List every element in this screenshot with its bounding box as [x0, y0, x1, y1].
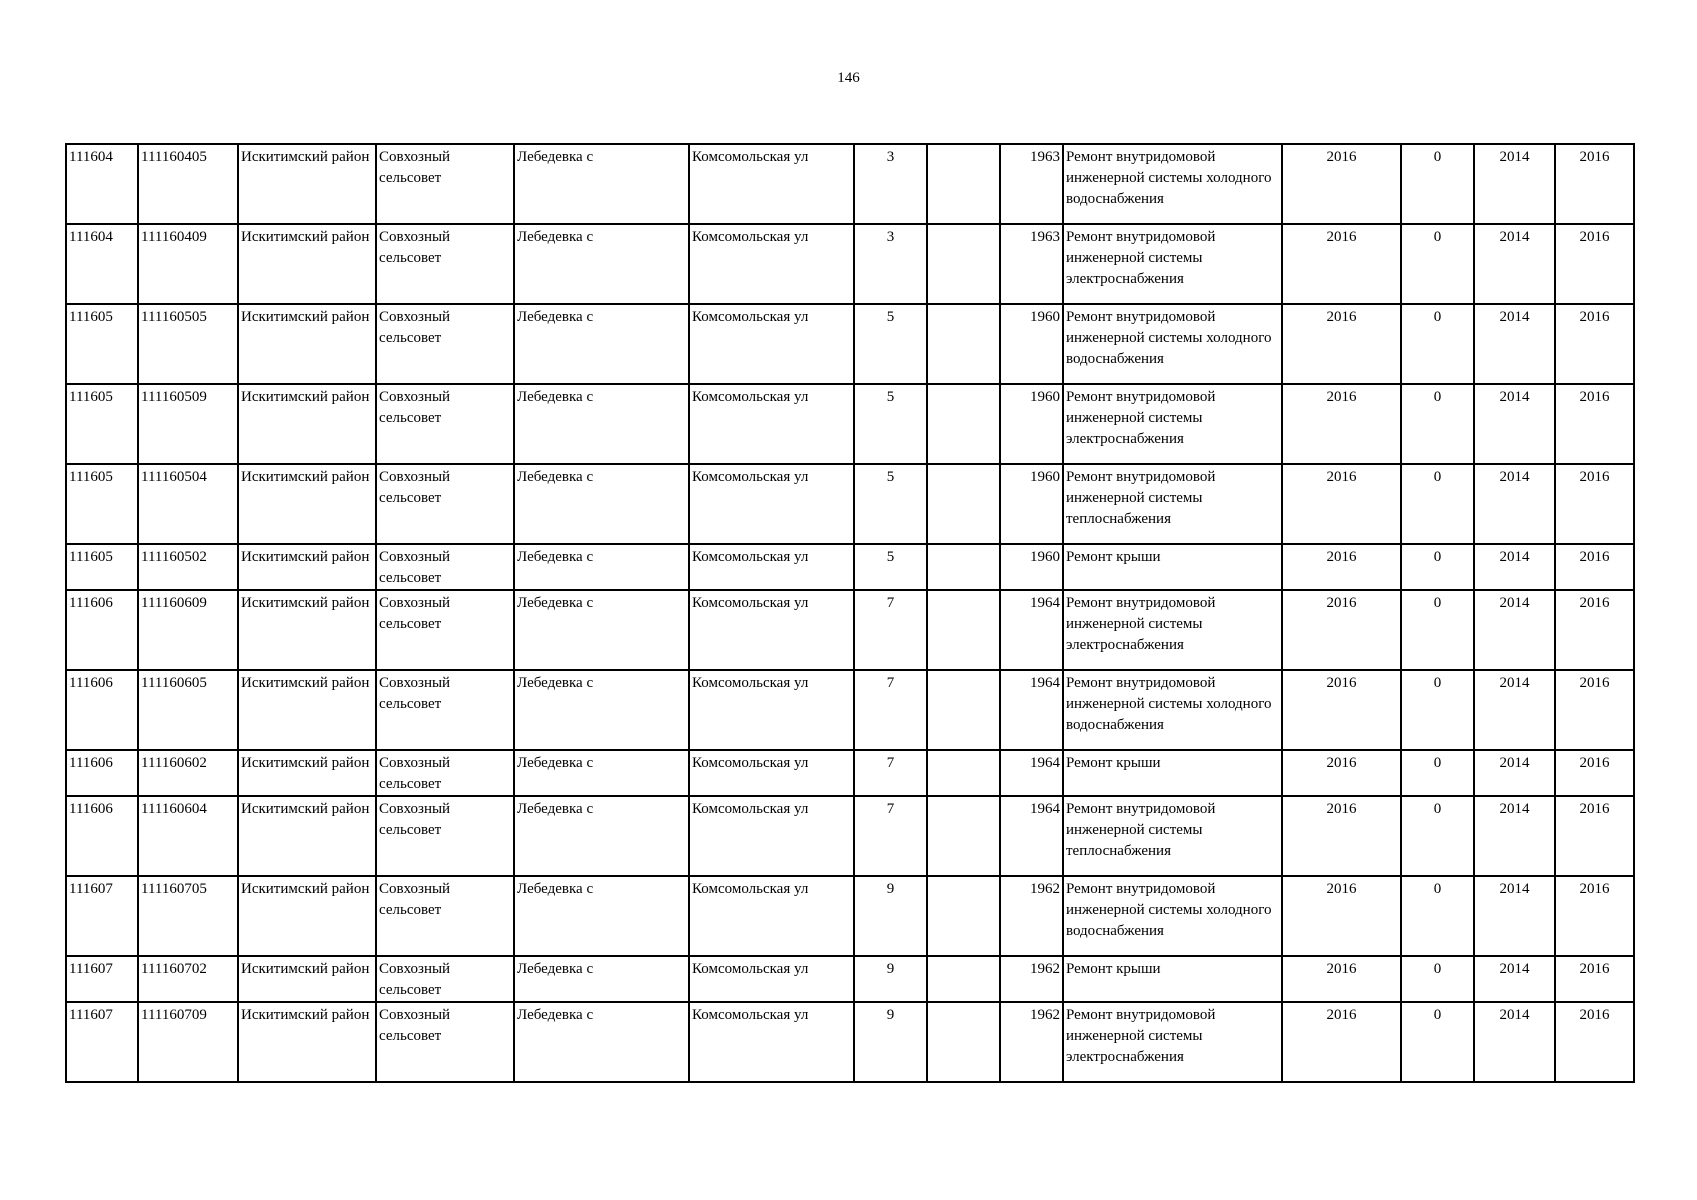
cell-building [927, 670, 1000, 750]
table-row [66, 750, 1634, 796]
cell-work-code: 111160604 [138, 796, 238, 876]
cell-work-type: Ремонт внутридомовой инженерной системы холодного водоснабжения [1063, 304, 1282, 384]
cell-district: Искитимский район [238, 796, 376, 876]
cell-period-end: 2016 [1555, 464, 1634, 544]
cell-district: Искитимский район [238, 956, 376, 1002]
cell-settlement: Лебедевка с [514, 590, 689, 670]
cell-plan-year: 2016 [1282, 670, 1401, 750]
cell-work-code: 111160504 [138, 464, 238, 544]
cell-zero-value: 0 [1401, 384, 1474, 464]
cell-zero-value: 0 [1401, 956, 1474, 1002]
cell-house-code: 111605 [66, 384, 138, 464]
cell-build-year: 1960 [1000, 464, 1063, 544]
cell-municipality: Совхозный сельсовет [376, 464, 514, 544]
cell-zero-value: 0 [1401, 796, 1474, 876]
cell-district: Искитимский район [238, 670, 376, 750]
cell-house-number: 9 [854, 956, 927, 1002]
cell-street: Комсомольская ул [689, 590, 854, 670]
cell-work-code: 111160505 [138, 304, 238, 384]
cell-building [927, 590, 1000, 670]
cell-zero-value: 0 [1401, 876, 1474, 956]
cell-building [927, 224, 1000, 304]
cell-house-code: 111605 [66, 304, 138, 384]
cell-zero-value: 0 [1401, 224, 1474, 304]
cell-period-start: 2014 [1474, 590, 1555, 670]
table-row [66, 590, 1634, 670]
cell-district: Искитимский район [238, 876, 376, 956]
cell-municipality: Совхозный сельсовет [376, 304, 514, 384]
cell-period-start: 2014 [1474, 224, 1555, 304]
registry-body [66, 144, 1634, 1082]
cell-settlement: Лебедевка с [514, 224, 689, 304]
cell-street: Комсомольская ул [689, 384, 854, 464]
table-row [66, 544, 1634, 590]
table-row [66, 304, 1634, 384]
cell-period-end: 2016 [1555, 750, 1634, 796]
cell-period-end: 2016 [1555, 670, 1634, 750]
cell-period-end: 2016 [1555, 304, 1634, 384]
cell-house-number: 7 [854, 590, 927, 670]
cell-house-code: 111606 [66, 750, 138, 796]
cell-settlement: Лебедевка с [514, 670, 689, 750]
cell-period-end: 2016 [1555, 876, 1634, 956]
cell-municipality: Совхозный сельсовет [376, 144, 514, 224]
cell-work-code: 111160602 [138, 750, 238, 796]
cell-plan-year: 2016 [1282, 384, 1401, 464]
cell-municipality: Совхозный сельсовет [376, 1002, 514, 1082]
cell-municipality: Совхозный сельсовет [376, 544, 514, 590]
cell-district: Искитимский район [238, 384, 376, 464]
cell-settlement: Лебедевка с [514, 876, 689, 956]
cell-period-start: 2014 [1474, 670, 1555, 750]
cell-building [927, 750, 1000, 796]
cell-plan-year: 2016 [1282, 590, 1401, 670]
cell-house-code: 111607 [66, 876, 138, 956]
cell-period-end: 2016 [1555, 544, 1634, 590]
cell-zero-value: 0 [1401, 750, 1474, 796]
cell-house-number: 7 [854, 750, 927, 796]
cell-work-type: Ремонт внутридомовой инженерной системы электроснабжения [1063, 1002, 1282, 1082]
cell-work-code: 111160609 [138, 590, 238, 670]
cell-build-year: 1964 [1000, 670, 1063, 750]
cell-municipality: Совхозный сельсовет [376, 796, 514, 876]
cell-build-year: 1964 [1000, 750, 1063, 796]
cell-municipality: Совхозный сельсовет [376, 670, 514, 750]
cell-municipality: Совхозный сельсовет [376, 224, 514, 304]
cell-period-start: 2014 [1474, 384, 1555, 464]
cell-building [927, 796, 1000, 876]
cell-building [927, 144, 1000, 224]
cell-house-number: 7 [854, 796, 927, 876]
cell-settlement: Лебедевка с [514, 956, 689, 1002]
cell-period-start: 2014 [1474, 544, 1555, 590]
cell-zero-value: 0 [1401, 464, 1474, 544]
cell-build-year: 1963 [1000, 144, 1063, 224]
cell-plan-year: 2016 [1282, 224, 1401, 304]
cell-house-code: 111604 [66, 224, 138, 304]
cell-period-end: 2016 [1555, 590, 1634, 670]
table-row [66, 1002, 1634, 1082]
cell-period-end: 2016 [1555, 1002, 1634, 1082]
cell-district: Искитимский район [238, 544, 376, 590]
repair-registry-table [65, 143, 1635, 1083]
cell-work-code: 111160409 [138, 224, 238, 304]
cell-work-type: Ремонт внутридомовой инженерной системы холодного водоснабжения [1063, 144, 1282, 224]
cell-plan-year: 2016 [1282, 796, 1401, 876]
cell-house-code: 111604 [66, 144, 138, 224]
cell-street: Комсомольская ул [689, 544, 854, 590]
cell-district: Искитимский район [238, 750, 376, 796]
cell-house-code: 111606 [66, 796, 138, 876]
cell-district: Искитимский район [238, 1002, 376, 1082]
cell-settlement: Лебедевка с [514, 144, 689, 224]
cell-period-start: 2014 [1474, 796, 1555, 876]
cell-period-end: 2016 [1555, 956, 1634, 1002]
cell-street: Комсомольская ул [689, 1002, 854, 1082]
cell-zero-value: 0 [1401, 590, 1474, 670]
cell-municipality: Совхозный сельсовет [376, 384, 514, 464]
cell-work-type: Ремонт крыши [1063, 956, 1282, 1002]
cell-settlement: Лебедевка с [514, 304, 689, 384]
cell-build-year: 1960 [1000, 384, 1063, 464]
cell-zero-value: 0 [1401, 670, 1474, 750]
cell-build-year: 1962 [1000, 956, 1063, 1002]
cell-work-code: 111160705 [138, 876, 238, 956]
cell-work-type: Ремонт крыши [1063, 750, 1282, 796]
cell-settlement: Лебедевка с [514, 384, 689, 464]
cell-period-start: 2014 [1474, 144, 1555, 224]
cell-district: Искитимский район [238, 224, 376, 304]
cell-work-code: 111160709 [138, 1002, 238, 1082]
cell-build-year: 1962 [1000, 1002, 1063, 1082]
cell-district: Искитимский район [238, 464, 376, 544]
table-row [66, 670, 1634, 750]
cell-building [927, 876, 1000, 956]
cell-house-number: 3 [854, 144, 927, 224]
table-row [66, 224, 1634, 304]
cell-period-end: 2016 [1555, 224, 1634, 304]
cell-district: Искитимский район [238, 304, 376, 384]
cell-house-number: 5 [854, 544, 927, 590]
cell-district: Искитимский район [238, 590, 376, 670]
table-row [66, 956, 1634, 1002]
cell-house-code: 111605 [66, 464, 138, 544]
cell-street: Комсомольская ул [689, 304, 854, 384]
cell-street: Комсомольская ул [689, 750, 854, 796]
page-number: 146 [837, 70, 860, 86]
cell-work-type: Ремонт крыши [1063, 544, 1282, 590]
cell-building [927, 1002, 1000, 1082]
cell-build-year: 1964 [1000, 590, 1063, 670]
table-row [66, 464, 1634, 544]
cell-house-code: 111605 [66, 544, 138, 590]
cell-building [927, 464, 1000, 544]
cell-work-code: 111160702 [138, 956, 238, 1002]
cell-building [927, 544, 1000, 590]
cell-house-number: 9 [854, 876, 927, 956]
cell-work-type: Ремонт внутридомовой инженерной системы холодного водоснабжения [1063, 670, 1282, 750]
cell-house-code: 111607 [66, 956, 138, 1002]
cell-house-number: 5 [854, 464, 927, 544]
cell-work-code: 111160502 [138, 544, 238, 590]
cell-work-type: Ремонт внутридомовой инженерной системы электроснабжения [1063, 224, 1282, 304]
cell-work-type: Ремонт внутридомовой инженерной системы электроснабжения [1063, 590, 1282, 670]
cell-street: Комсомольская ул [689, 956, 854, 1002]
cell-work-type: Ремонт внутридомовой инженерной системы холодного водоснабжения [1063, 876, 1282, 956]
table-row [66, 384, 1634, 464]
cell-house-number: 9 [854, 1002, 927, 1082]
cell-build-year: 1960 [1000, 544, 1063, 590]
cell-work-type: Ремонт внутридомовой инженерной системы электроснабжения [1063, 384, 1282, 464]
cell-period-start: 2014 [1474, 956, 1555, 1002]
cell-plan-year: 2016 [1282, 1002, 1401, 1082]
cell-street: Комсомольская ул [689, 144, 854, 224]
cell-period-start: 2014 [1474, 1002, 1555, 1082]
cell-house-number: 7 [854, 670, 927, 750]
cell-plan-year: 2016 [1282, 544, 1401, 590]
cell-house-number: 3 [854, 224, 927, 304]
cell-settlement: Лебедевка с [514, 1002, 689, 1082]
table-row [66, 876, 1634, 956]
cell-zero-value: 0 [1401, 1002, 1474, 1082]
cell-zero-value: 0 [1401, 144, 1474, 224]
cell-build-year: 1964 [1000, 796, 1063, 876]
cell-street: Комсомольская ул [689, 670, 854, 750]
cell-building [927, 304, 1000, 384]
table-row [66, 144, 1634, 224]
cell-municipality: Совхозный сельсовет [376, 956, 514, 1002]
cell-plan-year: 2016 [1282, 956, 1401, 1002]
cell-house-number: 5 [854, 304, 927, 384]
cell-zero-value: 0 [1401, 544, 1474, 590]
cell-plan-year: 2016 [1282, 144, 1401, 224]
cell-municipality: Совхозный сельсовет [376, 876, 514, 956]
cell-work-code: 111160405 [138, 144, 238, 224]
cell-settlement: Лебедевка с [514, 464, 689, 544]
cell-house-number: 5 [854, 384, 927, 464]
cell-work-code: 111160509 [138, 384, 238, 464]
cell-zero-value: 0 [1401, 304, 1474, 384]
cell-work-code: 111160605 [138, 670, 238, 750]
cell-work-type: Ремонт внутридомовой инженерной системы теплоснабжения [1063, 796, 1282, 876]
cell-period-start: 2014 [1474, 876, 1555, 956]
cell-house-code: 111607 [66, 1002, 138, 1082]
cell-work-type: Ремонт внутридомовой инженерной системы теплоснабжения [1063, 464, 1282, 544]
cell-settlement: Лебедевка с [514, 750, 689, 796]
cell-building [927, 384, 1000, 464]
cell-municipality: Совхозный сельсовет [376, 750, 514, 796]
cell-municipality: Совхозный сельсовет [376, 590, 514, 670]
cell-plan-year: 2016 [1282, 876, 1401, 956]
cell-house-code: 111606 [66, 590, 138, 670]
cell-period-end: 2016 [1555, 796, 1634, 876]
cell-district: Искитимский район [238, 144, 376, 224]
cell-period-start: 2014 [1474, 304, 1555, 384]
cell-period-end: 2016 [1555, 144, 1634, 224]
cell-build-year: 1960 [1000, 304, 1063, 384]
cell-settlement: Лебедевка с [514, 544, 689, 590]
cell-period-start: 2014 [1474, 464, 1555, 544]
cell-street: Комсомольская ул [689, 464, 854, 544]
cell-street: Комсомольская ул [689, 876, 854, 956]
cell-house-code: 111606 [66, 670, 138, 750]
cell-street: Комсомольская ул [689, 224, 854, 304]
cell-building [927, 956, 1000, 1002]
cell-street: Комсомольская ул [689, 796, 854, 876]
table-row [66, 796, 1634, 876]
cell-period-start: 2014 [1474, 750, 1555, 796]
cell-plan-year: 2016 [1282, 750, 1401, 796]
cell-build-year: 1962 [1000, 876, 1063, 956]
cell-plan-year: 2016 [1282, 464, 1401, 544]
cell-build-year: 1963 [1000, 224, 1063, 304]
cell-settlement: Лебедевка с [514, 796, 689, 876]
cell-period-end: 2016 [1555, 384, 1634, 464]
cell-plan-year: 2016 [1282, 304, 1401, 384]
